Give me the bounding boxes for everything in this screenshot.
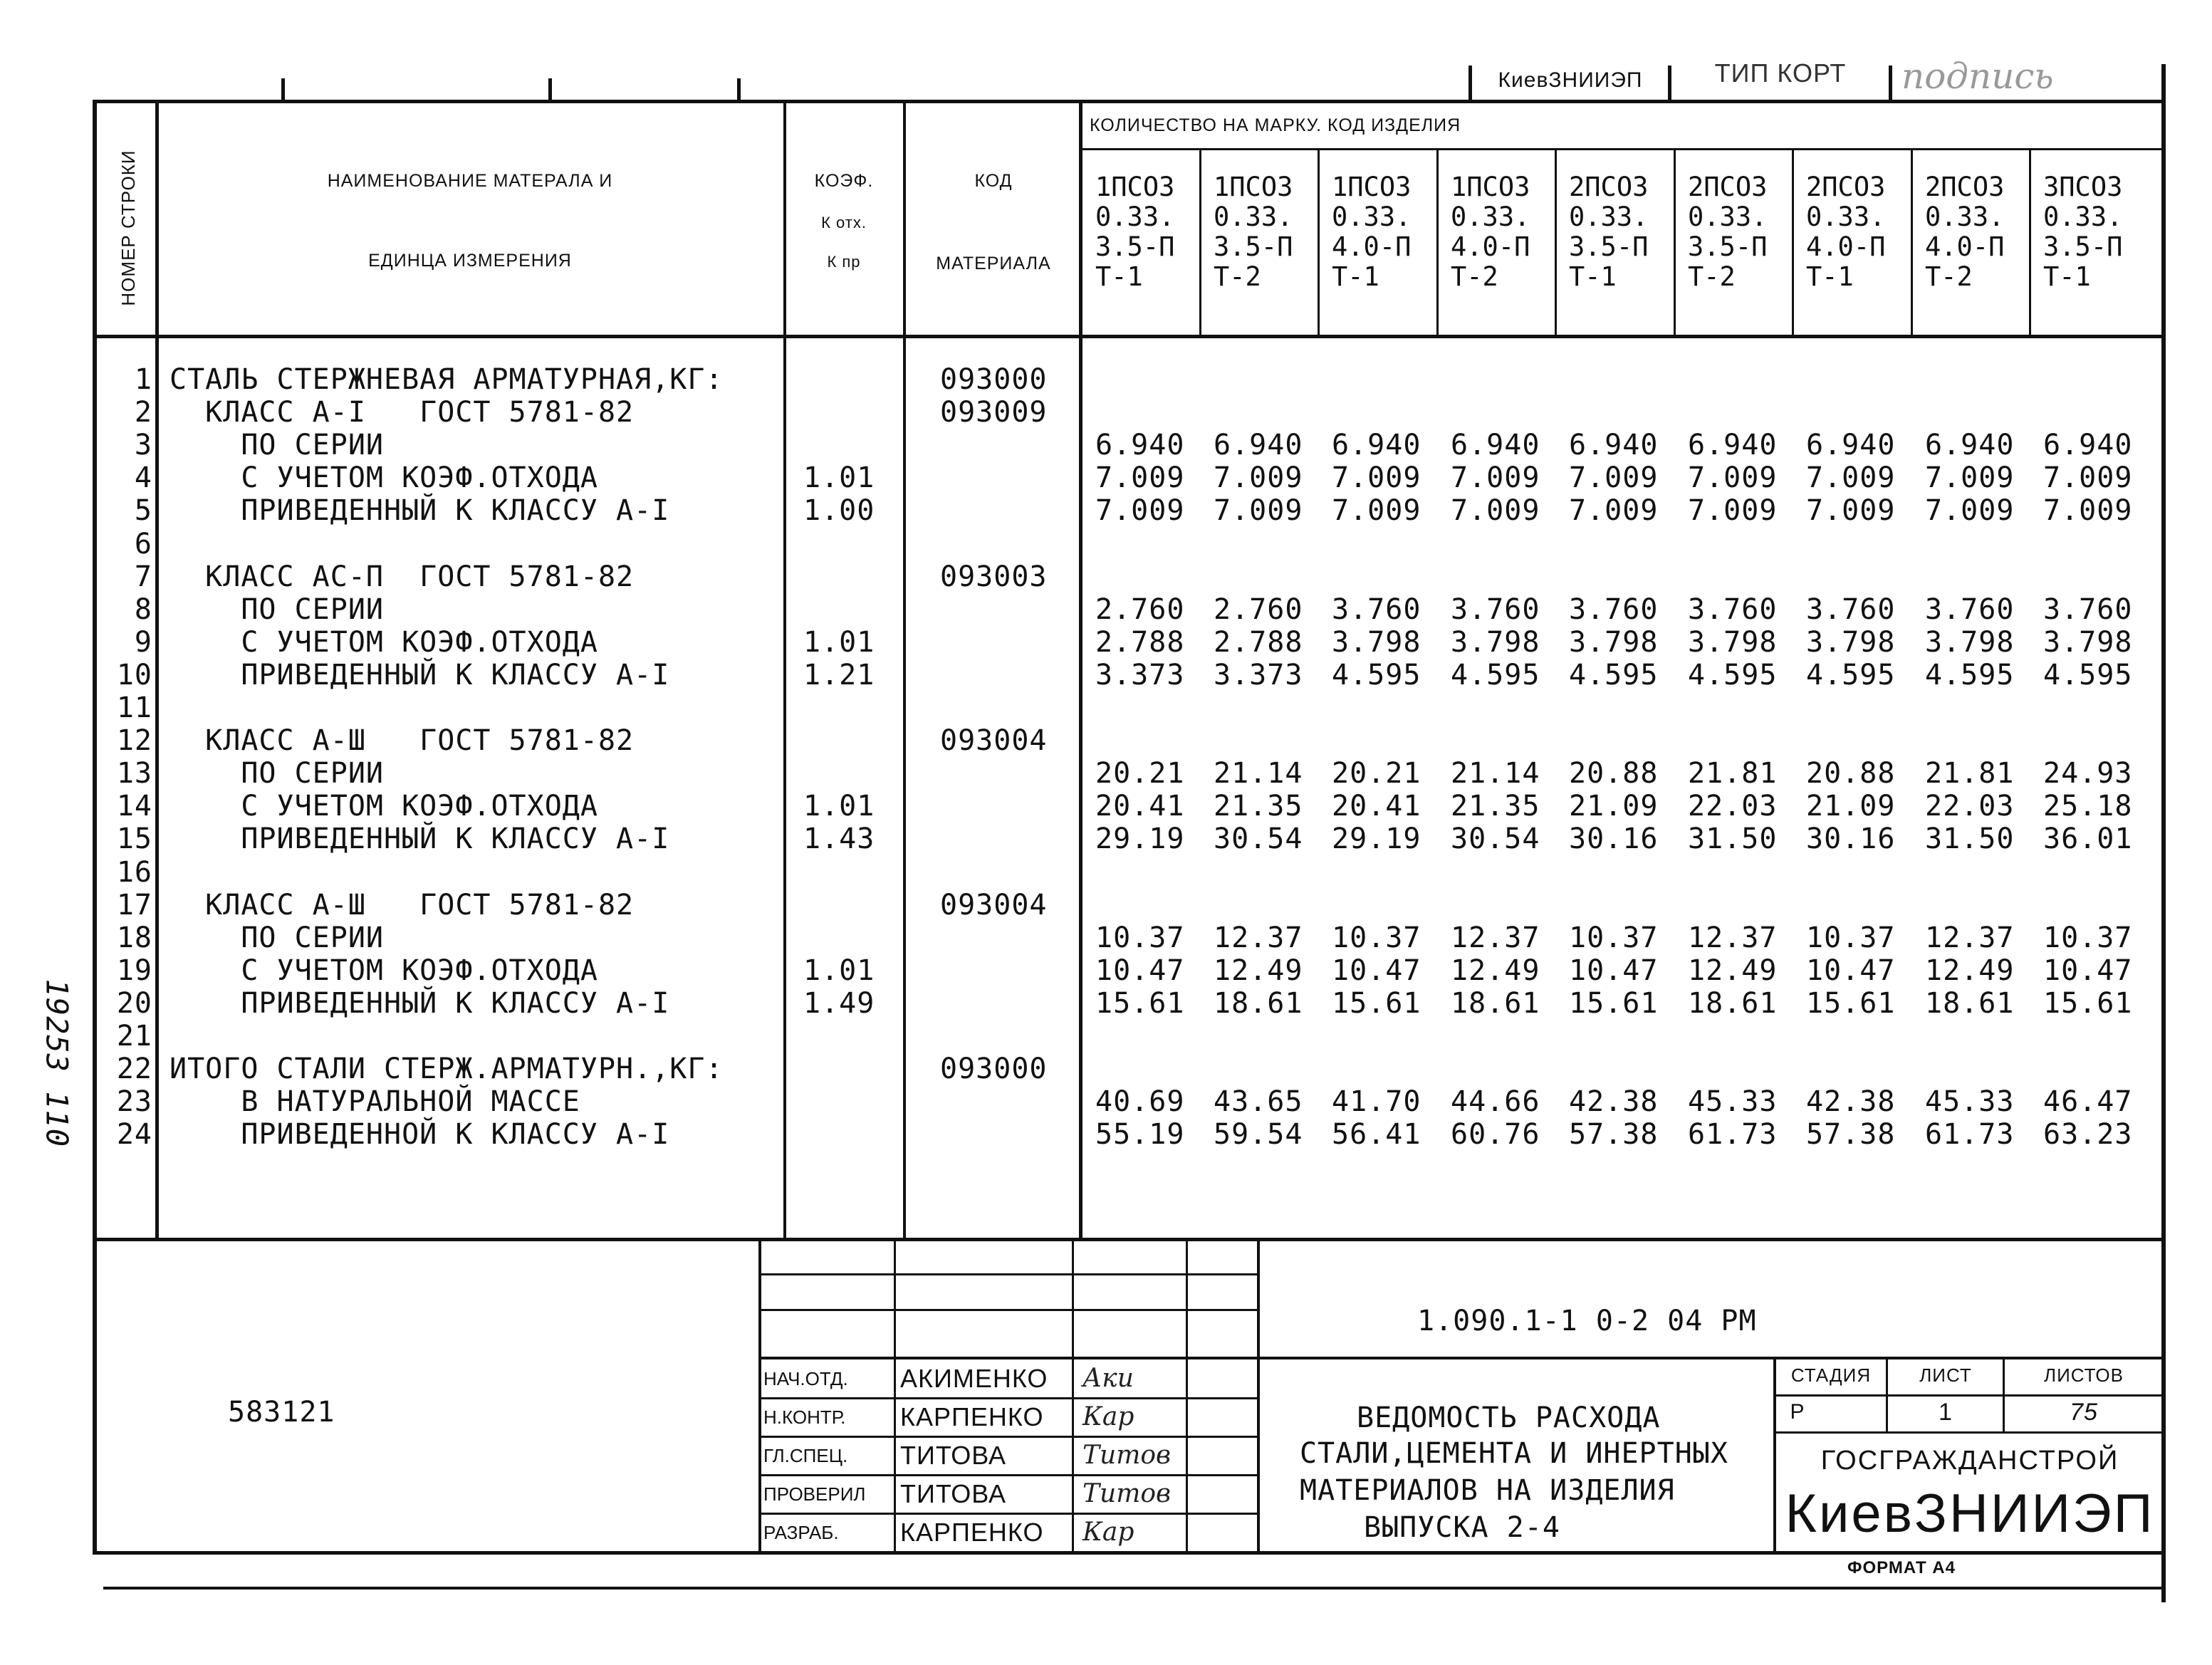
quantity-cell: 18.61 bbox=[1451, 986, 1540, 1020]
quantity-cell: 2.788 bbox=[1095, 625, 1185, 659]
quantity-cell: 6.940 bbox=[1569, 429, 1659, 462]
row-number: 11 bbox=[116, 691, 152, 724]
quantity-cell: 12.37 bbox=[1925, 921, 2015, 954]
role-label: НАЧ.ОТД. bbox=[763, 1368, 848, 1389]
row-number: 1 bbox=[134, 363, 152, 396]
role-label: ГЛ.СПЕЦ. bbox=[763, 1445, 848, 1466]
quantity-cell: 55.19 bbox=[1095, 1118, 1185, 1152]
header-quantity: КОЛИЧЕСТВО НА МАРКУ. КОД ИЗДЕЛИЯ bbox=[1090, 115, 1461, 135]
quantity-cell: 6.940 bbox=[1688, 429, 1778, 462]
quantity-cell: 7.009 bbox=[1925, 461, 2015, 495]
format-label: ФОРМАТ А4 bbox=[1847, 1558, 1956, 1577]
title-line-1: ВЕДОМОСТЬ РАСХОДА bbox=[1357, 1402, 1661, 1434]
quantity-cell: 3.798 bbox=[1332, 625, 1421, 659]
quantity-cell: 4.595 bbox=[1688, 658, 1778, 691]
role-signature: Титов bbox=[1082, 1441, 1171, 1470]
quantity-cell: 18.61 bbox=[1214, 986, 1303, 1020]
quantity-cell: 21.35 bbox=[1214, 790, 1303, 823]
quantity-cell: 42.38 bbox=[1806, 1085, 1896, 1119]
header-name-line2: ЕДИНЦА ИЗМЕРЕНИЯ bbox=[368, 251, 572, 271]
quantity-cell: 2.760 bbox=[1095, 593, 1185, 626]
row-number: 19 bbox=[116, 954, 152, 987]
material-name: С УЧЕТОМ КОЭФ.ОТХОДА bbox=[169, 790, 598, 823]
material-name: ПО СЕРИИ bbox=[169, 593, 384, 626]
quantity-cell: 7.009 bbox=[1925, 494, 2015, 528]
quantity-cell: 10.37 bbox=[2043, 921, 2133, 954]
quantity-cell: 6.940 bbox=[1806, 429, 1896, 462]
material-code: 093003 bbox=[940, 560, 1048, 593]
quantity-cell: 10.37 bbox=[1095, 921, 1185, 954]
quantity-cell: 21.81 bbox=[1688, 757, 1778, 790]
org-institute: КиевЗНИИЭП bbox=[1785, 1483, 2155, 1544]
quantity-cell: 12.37 bbox=[1214, 921, 1303, 954]
quantity-cell: 2.760 bbox=[1214, 593, 1303, 626]
quantity-cell: 45.33 bbox=[1925, 1085, 2015, 1119]
material-name: ПРИВЕДЕННЫЙ К КЛАССУ А-I bbox=[169, 494, 670, 528]
row-number: 8 bbox=[134, 593, 152, 626]
material-name: КЛАСС А-Ш ГОСТ 5781-82 bbox=[169, 724, 635, 758]
quantity-cell: 15.61 bbox=[1806, 986, 1896, 1020]
quantity-cell: 7.009 bbox=[1569, 494, 1659, 528]
quantity-cell: 61.73 bbox=[1925, 1118, 2015, 1152]
quantity-cell: 57.38 bbox=[1806, 1118, 1896, 1152]
quantity-cell: 7.009 bbox=[1095, 461, 1185, 495]
quantity-cell: 7.009 bbox=[1451, 494, 1540, 528]
quantity-cell: 56.41 bbox=[1332, 1118, 1421, 1152]
quantity-cell: 3.760 bbox=[1688, 593, 1778, 626]
quantity-cell: 12.37 bbox=[1451, 921, 1540, 954]
quantity-cell: 2.788 bbox=[1214, 625, 1303, 659]
product-header-9: 3ПСО3 0.33. 3.5-П Т-1 bbox=[2043, 172, 2123, 292]
quantity-cell: 31.50 bbox=[1688, 823, 1778, 856]
quantity-cell: 6.940 bbox=[1925, 429, 2015, 462]
material-code: 093004 bbox=[940, 888, 1048, 922]
material-name: ПРИВЕДЕННЫЙ К КЛАССУ А-I bbox=[169, 986, 670, 1020]
row-number: 2 bbox=[134, 396, 152, 429]
quantity-cell: 18.61 bbox=[1688, 986, 1778, 1020]
role-person: ТИТОВА bbox=[900, 1441, 1007, 1470]
quantity-cell: 21.09 bbox=[1569, 790, 1659, 823]
quantity-cell: 7.009 bbox=[1214, 461, 1303, 495]
coefficient: 1.01 bbox=[803, 461, 875, 495]
role-signature: Кар bbox=[1082, 1518, 1134, 1547]
material-name: ПРИВЕДЕННЫЙ К КЛАССУ А-I bbox=[169, 823, 670, 856]
quantity-cell: 6.940 bbox=[2043, 429, 2133, 462]
quantity-cell: 4.595 bbox=[1806, 658, 1896, 691]
product-header-3: 1ПСО3 0.33. 4.0-П Т-1 bbox=[1332, 172, 1412, 292]
quantity-cell: 10.37 bbox=[1806, 921, 1896, 954]
row-number: 24 bbox=[116, 1118, 152, 1152]
quantity-cell: 3.798 bbox=[1806, 625, 1896, 659]
role-signature: Аки bbox=[1082, 1364, 1134, 1393]
role-label: Н.КОНТР. bbox=[763, 1406, 846, 1428]
quantity-cell: 40.69 bbox=[1095, 1085, 1185, 1119]
org-ministry: ГОСГРАЖДАНСТРОЙ bbox=[1820, 1446, 2119, 1476]
role-label: РАЗРАБ. bbox=[763, 1522, 839, 1543]
quantity-cell: 36.01 bbox=[2043, 823, 2133, 856]
material-name: ПРИВЕДЕННЫЙ К КЛАССУ А-I bbox=[169, 658, 670, 691]
quantity-cell: 21.09 bbox=[1806, 790, 1896, 823]
quantity-cell: 3.760 bbox=[1925, 593, 2015, 626]
quantity-cell: 12.49 bbox=[1688, 954, 1778, 987]
material-name: ПО СЕРИИ bbox=[169, 921, 384, 954]
quantity-cell: 12.49 bbox=[1214, 954, 1303, 987]
header-coef-line1: КОЭФ. bbox=[814, 171, 874, 191]
coefficient: 1.00 bbox=[803, 494, 875, 528]
top-stamp-code: ТИП КОРТ bbox=[1714, 58, 1847, 88]
header-coef-line2: К отх. bbox=[821, 214, 867, 231]
quantity-cell: 42.38 bbox=[1569, 1085, 1659, 1119]
material-name: ИТОГО СТАЛИ СТЕРЖ.АРМАТУРН.,КГ: bbox=[169, 1053, 724, 1086]
row-number: 6 bbox=[134, 527, 152, 560]
product-header-8: 2ПСО3 0.33. 4.0-П Т-2 bbox=[1925, 172, 2005, 292]
quantity-cell: 3.760 bbox=[1332, 593, 1421, 626]
quantity-cell: 7.009 bbox=[2043, 461, 2133, 495]
quantity-cell: 44.66 bbox=[1451, 1085, 1540, 1119]
quantity-cell: 10.47 bbox=[1569, 954, 1659, 987]
quantity-cell: 60.76 bbox=[1451, 1118, 1540, 1152]
document-code: 1.090.1-1 0-2 04 РМ bbox=[1417, 1305, 1757, 1337]
row-number: 13 bbox=[116, 757, 152, 790]
quantity-cell: 3.760 bbox=[1806, 593, 1896, 626]
role-person: КАРПЕНКО bbox=[900, 1402, 1044, 1431]
header-code-line1: КОД bbox=[974, 171, 1013, 191]
quantity-cell: 6.940 bbox=[1332, 429, 1421, 462]
quantity-cell: 7.009 bbox=[1688, 461, 1778, 495]
quantity-cell: 3.798 bbox=[1688, 625, 1778, 659]
row-number: 21 bbox=[116, 1020, 152, 1053]
quantity-cell: 29.19 bbox=[1095, 823, 1185, 856]
quantity-cell: 12.49 bbox=[1451, 954, 1540, 987]
title-line-4: ВЫПУСКА 2-4 bbox=[1364, 1511, 1560, 1544]
quantity-cell: 46.47 bbox=[2043, 1085, 2133, 1119]
quantity-cell: 3.798 bbox=[1569, 625, 1659, 659]
coefficient: 1.21 bbox=[803, 658, 875, 691]
role-label: ПРОВЕРИЛ bbox=[763, 1483, 866, 1505]
quantity-cell: 7.009 bbox=[1332, 461, 1421, 495]
quantity-cell: 21.35 bbox=[1451, 790, 1540, 823]
row-number: 3 bbox=[134, 429, 152, 462]
material-name: С УЧЕТОМ КОЭФ.ОТХОДА bbox=[169, 954, 598, 987]
coefficient: 1.43 bbox=[803, 823, 875, 856]
title-line-3: МАТЕРИАЛОВ НА ИЗДЕЛИЯ bbox=[1300, 1474, 1675, 1507]
quantity-cell: 18.61 bbox=[1925, 986, 2015, 1020]
material-code: 093009 bbox=[940, 396, 1048, 429]
quantity-cell: 7.009 bbox=[1095, 494, 1185, 528]
inventory-number: 583121 bbox=[228, 1396, 335, 1429]
quantity-cell: 7.009 bbox=[1806, 494, 1896, 528]
quantity-cell: 15.61 bbox=[1332, 986, 1421, 1020]
coefficient: 1.01 bbox=[803, 790, 875, 823]
coefficient: 1.01 bbox=[803, 625, 875, 659]
quantity-cell: 20.41 bbox=[1095, 790, 1185, 823]
quantity-cell: 15.61 bbox=[1569, 986, 1659, 1020]
quantity-cell: 31.50 bbox=[1925, 823, 2015, 856]
quantity-cell: 30.16 bbox=[1806, 823, 1896, 856]
header-code-line2: МАТЕРИАЛА bbox=[936, 254, 1051, 273]
material-name: КЛАСС А-Ш ГОСТ 5781-82 bbox=[169, 888, 635, 922]
stage-label: СТАДИЯ bbox=[1790, 1364, 1872, 1386]
quantity-cell: 12.49 bbox=[1925, 954, 2015, 987]
quantity-cell: 10.47 bbox=[1095, 954, 1185, 987]
row-number: 14 bbox=[116, 790, 152, 823]
quantity-cell: 3.798 bbox=[1925, 625, 2015, 659]
quantity-cell: 7.009 bbox=[1806, 461, 1896, 495]
row-number: 12 bbox=[116, 724, 152, 758]
quantity-cell: 15.61 bbox=[1095, 986, 1185, 1020]
quantity-cell: 7.009 bbox=[2043, 494, 2133, 528]
role-person: АКИМЕНКО bbox=[900, 1364, 1048, 1393]
quantity-cell: 6.940 bbox=[1095, 429, 1185, 462]
row-number: 20 bbox=[116, 986, 152, 1020]
material-code: 093000 bbox=[940, 1053, 1048, 1086]
quantity-cell: 7.009 bbox=[1214, 494, 1303, 528]
top-stamp-signature: подпись bbox=[1901, 56, 2054, 97]
quantity-cell: 30.54 bbox=[1214, 823, 1303, 856]
quantity-cell: 3.373 bbox=[1214, 658, 1303, 691]
quantity-cell: 61.73 bbox=[1688, 1118, 1778, 1152]
role-signature: Кар bbox=[1082, 1402, 1134, 1431]
quantity-cell: 6.940 bbox=[1451, 429, 1540, 462]
stage-value: Р bbox=[1790, 1400, 1805, 1424]
role-person: КАРПЕНКО bbox=[900, 1518, 1044, 1547]
row-number: 18 bbox=[116, 921, 152, 954]
material-name: КЛАСС АС-П ГОСТ 5781-82 bbox=[169, 560, 635, 593]
quantity-cell: 4.595 bbox=[1925, 658, 2015, 691]
quantity-cell: 7.009 bbox=[1569, 461, 1659, 495]
row-number: 15 bbox=[116, 823, 152, 856]
material-name: В НАТУРАЛЬНОЙ МАССЕ bbox=[169, 1085, 580, 1119]
quantity-cell: 15.61 bbox=[2043, 986, 2133, 1020]
quantity-cell: 10.37 bbox=[1332, 921, 1421, 954]
material-name: СТАЛЬ СТЕРЖНЕВАЯ АРМАТУРНАЯ,КГ: bbox=[169, 363, 724, 396]
role-signature: Титов bbox=[1082, 1479, 1171, 1508]
quantity-cell: 20.21 bbox=[1332, 757, 1421, 790]
product-header-1: 1ПСО3 0.33. 3.5-П Т-1 bbox=[1095, 172, 1175, 292]
quantity-cell: 3.760 bbox=[1451, 593, 1540, 626]
quantity-cell: 10.47 bbox=[2043, 954, 2133, 987]
quantity-cell: 10.37 bbox=[1569, 921, 1659, 954]
row-number: 4 bbox=[134, 461, 152, 495]
product-header-6: 2ПСО3 0.33. 3.5-П Т-2 bbox=[1688, 172, 1768, 292]
material-name: ПО СЕРИИ bbox=[169, 757, 384, 790]
sheets-value: 75 bbox=[2070, 1399, 2098, 1426]
header-name-line1: НАИМЕНОВАНИЕ МАТЕРАЛА И bbox=[327, 171, 613, 191]
quantity-cell: 10.47 bbox=[1806, 954, 1896, 987]
quantity-cell: 3.760 bbox=[1569, 593, 1659, 626]
title-line-2: СТАЛИ,ЦЕМЕНТА И ИНЕРТНЫХ bbox=[1300, 1437, 1728, 1470]
quantity-cell: 20.88 bbox=[1569, 757, 1659, 790]
coefficient: 1.49 bbox=[803, 986, 875, 1020]
quantity-cell: 4.595 bbox=[1451, 658, 1540, 691]
product-header-4: 1ПСО3 0.33. 4.0-П Т-2 bbox=[1451, 172, 1530, 292]
quantity-cell: 22.03 bbox=[1688, 790, 1778, 823]
sheet-value: 1 bbox=[1939, 1399, 1953, 1426]
material-code: 093004 bbox=[940, 724, 1048, 758]
quantity-cell: 20.88 bbox=[1806, 757, 1896, 790]
quantity-cell: 21.14 bbox=[1451, 757, 1540, 790]
material-name: С УЧЕТОМ КОЭФ.ОТХОДА bbox=[169, 461, 598, 495]
quantity-cell: 20.21 bbox=[1095, 757, 1185, 790]
quantity-cell: 59.54 bbox=[1214, 1118, 1303, 1152]
product-header-5: 2ПСО3 0.33. 3.5-П Т-1 bbox=[1569, 172, 1649, 292]
quantity-cell: 30.16 bbox=[1569, 823, 1659, 856]
sheets-label: ЛИСТОВ bbox=[2044, 1364, 2124, 1386]
material-name: КЛАСС А-I ГОСТ 5781-82 bbox=[169, 396, 635, 429]
row-number: 5 bbox=[134, 494, 152, 528]
material-name: ПРИВЕДЕННОЙ К КЛАССУ А-I bbox=[169, 1118, 670, 1152]
quantity-cell: 43.65 bbox=[1214, 1085, 1303, 1119]
quantity-cell: 3.798 bbox=[2043, 625, 2133, 659]
row-number: 23 bbox=[116, 1085, 152, 1119]
row-number: 16 bbox=[116, 855, 152, 889]
side-note: 19253 110 bbox=[39, 978, 75, 1148]
quantity-cell: 7.009 bbox=[1451, 461, 1540, 495]
quantity-cell: 10.47 bbox=[1332, 954, 1421, 987]
top-stamp-org: КиевЗНИИЭП bbox=[1498, 68, 1643, 92]
quantity-cell: 29.19 bbox=[1332, 823, 1421, 856]
row-number: 9 bbox=[134, 625, 152, 659]
sheet-label: ЛИСТ bbox=[1919, 1364, 1972, 1386]
quantity-cell: 25.18 bbox=[2043, 790, 2133, 823]
row-number: 17 bbox=[116, 888, 152, 922]
quantity-cell: 21.81 bbox=[1925, 757, 2015, 790]
row-number: 10 bbox=[116, 658, 152, 691]
material-name: С УЧЕТОМ КОЭФ.ОТХОДА bbox=[169, 625, 598, 659]
quantity-cell: 3.798 bbox=[1451, 625, 1540, 659]
quantity-cell: 7.009 bbox=[1332, 494, 1421, 528]
quantity-cell: 41.70 bbox=[1332, 1085, 1421, 1119]
quantity-cell: 12.37 bbox=[1688, 921, 1778, 954]
product-header-2: 1ПСО3 0.33. 3.5-П Т-2 bbox=[1214, 172, 1293, 292]
product-header-7: 2ПСО3 0.33. 4.0-П Т-1 bbox=[1806, 172, 1886, 292]
row-number: 7 bbox=[134, 560, 152, 593]
material-name: ПО СЕРИИ bbox=[169, 429, 384, 462]
coefficient: 1.01 bbox=[803, 954, 875, 987]
quantity-cell: 45.33 bbox=[1688, 1085, 1778, 1119]
quantity-cell: 57.38 bbox=[1569, 1118, 1659, 1152]
quantity-cell: 3.373 bbox=[1095, 658, 1185, 691]
quantity-cell: 20.41 bbox=[1332, 790, 1421, 823]
quantity-cell: 22.03 bbox=[1925, 790, 2015, 823]
quantity-cell: 4.595 bbox=[1569, 658, 1659, 691]
header-coef-line3: К пр bbox=[827, 253, 861, 271]
quantity-cell: 63.23 bbox=[2043, 1118, 2133, 1152]
row-number: 22 bbox=[116, 1053, 152, 1086]
quantity-cell: 4.595 bbox=[1332, 658, 1421, 691]
material-code: 093000 bbox=[940, 363, 1048, 396]
quantity-cell: 30.54 bbox=[1451, 823, 1540, 856]
quantity-cell: 24.93 bbox=[2043, 757, 2133, 790]
role-person: ТИТОВА bbox=[900, 1479, 1007, 1508]
quantity-cell: 3.760 bbox=[2043, 593, 2133, 626]
quantity-cell: 4.595 bbox=[2043, 658, 2133, 691]
quantity-cell: 6.940 bbox=[1214, 429, 1303, 462]
quantity-cell: 7.009 bbox=[1688, 494, 1778, 528]
quantity-cell: 21.14 bbox=[1214, 757, 1303, 790]
header-row-number: НОМЕР СТРОКИ bbox=[118, 150, 139, 306]
